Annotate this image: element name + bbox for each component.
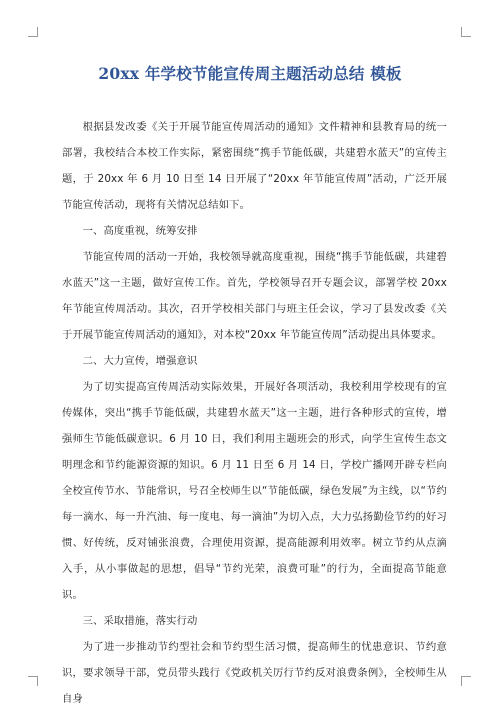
section-2-paragraph: 为了切实提高宣传周活动实际效果，开展好各项活动，我校利用学校现有的宣传媒体，突出“携手节能低碳，共建碧水蓝天”这一主题，进行各种形式的宣传，增强师生节能低碳意识。6 月 10 日，我们利用主题班会的形式，向学生宣传生态文明理念和节约能源资源的知识。6 月 11 日至 6 月 14 日，学校广播网开辟专栏向全校宣传节水、节能常识，号召全校师生以“节能低碳，绿色发展”为主线，以“节约每一滴水、每一升汽油、每一度电、每一滴油”为切入点，大力弘扬勤俭节约的好习惯、好传统，反对铺张浪费，合理使用资源，提高能源利用效率。树立节约从点滴入手，从小事做起的思想，倡导“节约光荣，浪费可耻”的行为，全面提高节能意识。 bbox=[62, 381, 447, 601]
document-title: 20xx 年学校节能宣传周主题活动总结 模板 bbox=[98, 64, 402, 83]
section-3-paragraph: 为了进一步推动节约型社会和节约型生活习惯，提高师生的忧患意识、节约意识，要求领导干部，党员带头践行《党政机关厉行节约反对浪费条例》，全校师生从自身 bbox=[62, 641, 447, 705]
intro-paragraph: 根据县发改委《关于开展节能宣传周活动的通知》文件精神和县教育局的统一部署，我校结合本校工作实际，紧密围绕“携手节能低碳，共建碧水蓝天”的宣传主题，于 20xx 年 6 月 10 日至 14 日开展了“20xx 年节能宣传周”活动，广泛开展节能宣传活动，现将有关情况总结如下。 bbox=[62, 121, 447, 211]
section-heading-1: 一、高度重视，统筹安排 bbox=[82, 225, 198, 237]
crop-mark-bottom-right bbox=[461, 676, 471, 677]
section-heading-2: 二、大力宣传，增强意识 bbox=[82, 355, 198, 367]
section-1-paragraph: 节能宣传周的活动一开始，我校领导就高度重视，围绕“携手节能低碳，共建碧水蓝天”这一主题，做好宣传工作。首先，学校领导召开专题会议，部署学校 20xx 年节能宣传周活动。其次，召开学校相关部门与班主任会议，学习了县发改委《关于开展节能宣传周活动的通知》，对本校“20xx 年节能宣传周”活动提出具体要求。 bbox=[62, 251, 447, 341]
crop-mark-top-right bbox=[461, 27, 462, 37]
crop-mark-bottom-left bbox=[37, 676, 38, 686]
crop-mark-top-left bbox=[37, 27, 38, 37]
document-body bbox=[62, 114, 447, 712]
crop-mark-top-right bbox=[461, 36, 471, 37]
crop-mark-bottom-right bbox=[461, 676, 462, 686]
section-heading-3: 三、采取措施，落实行动 bbox=[82, 615, 198, 627]
